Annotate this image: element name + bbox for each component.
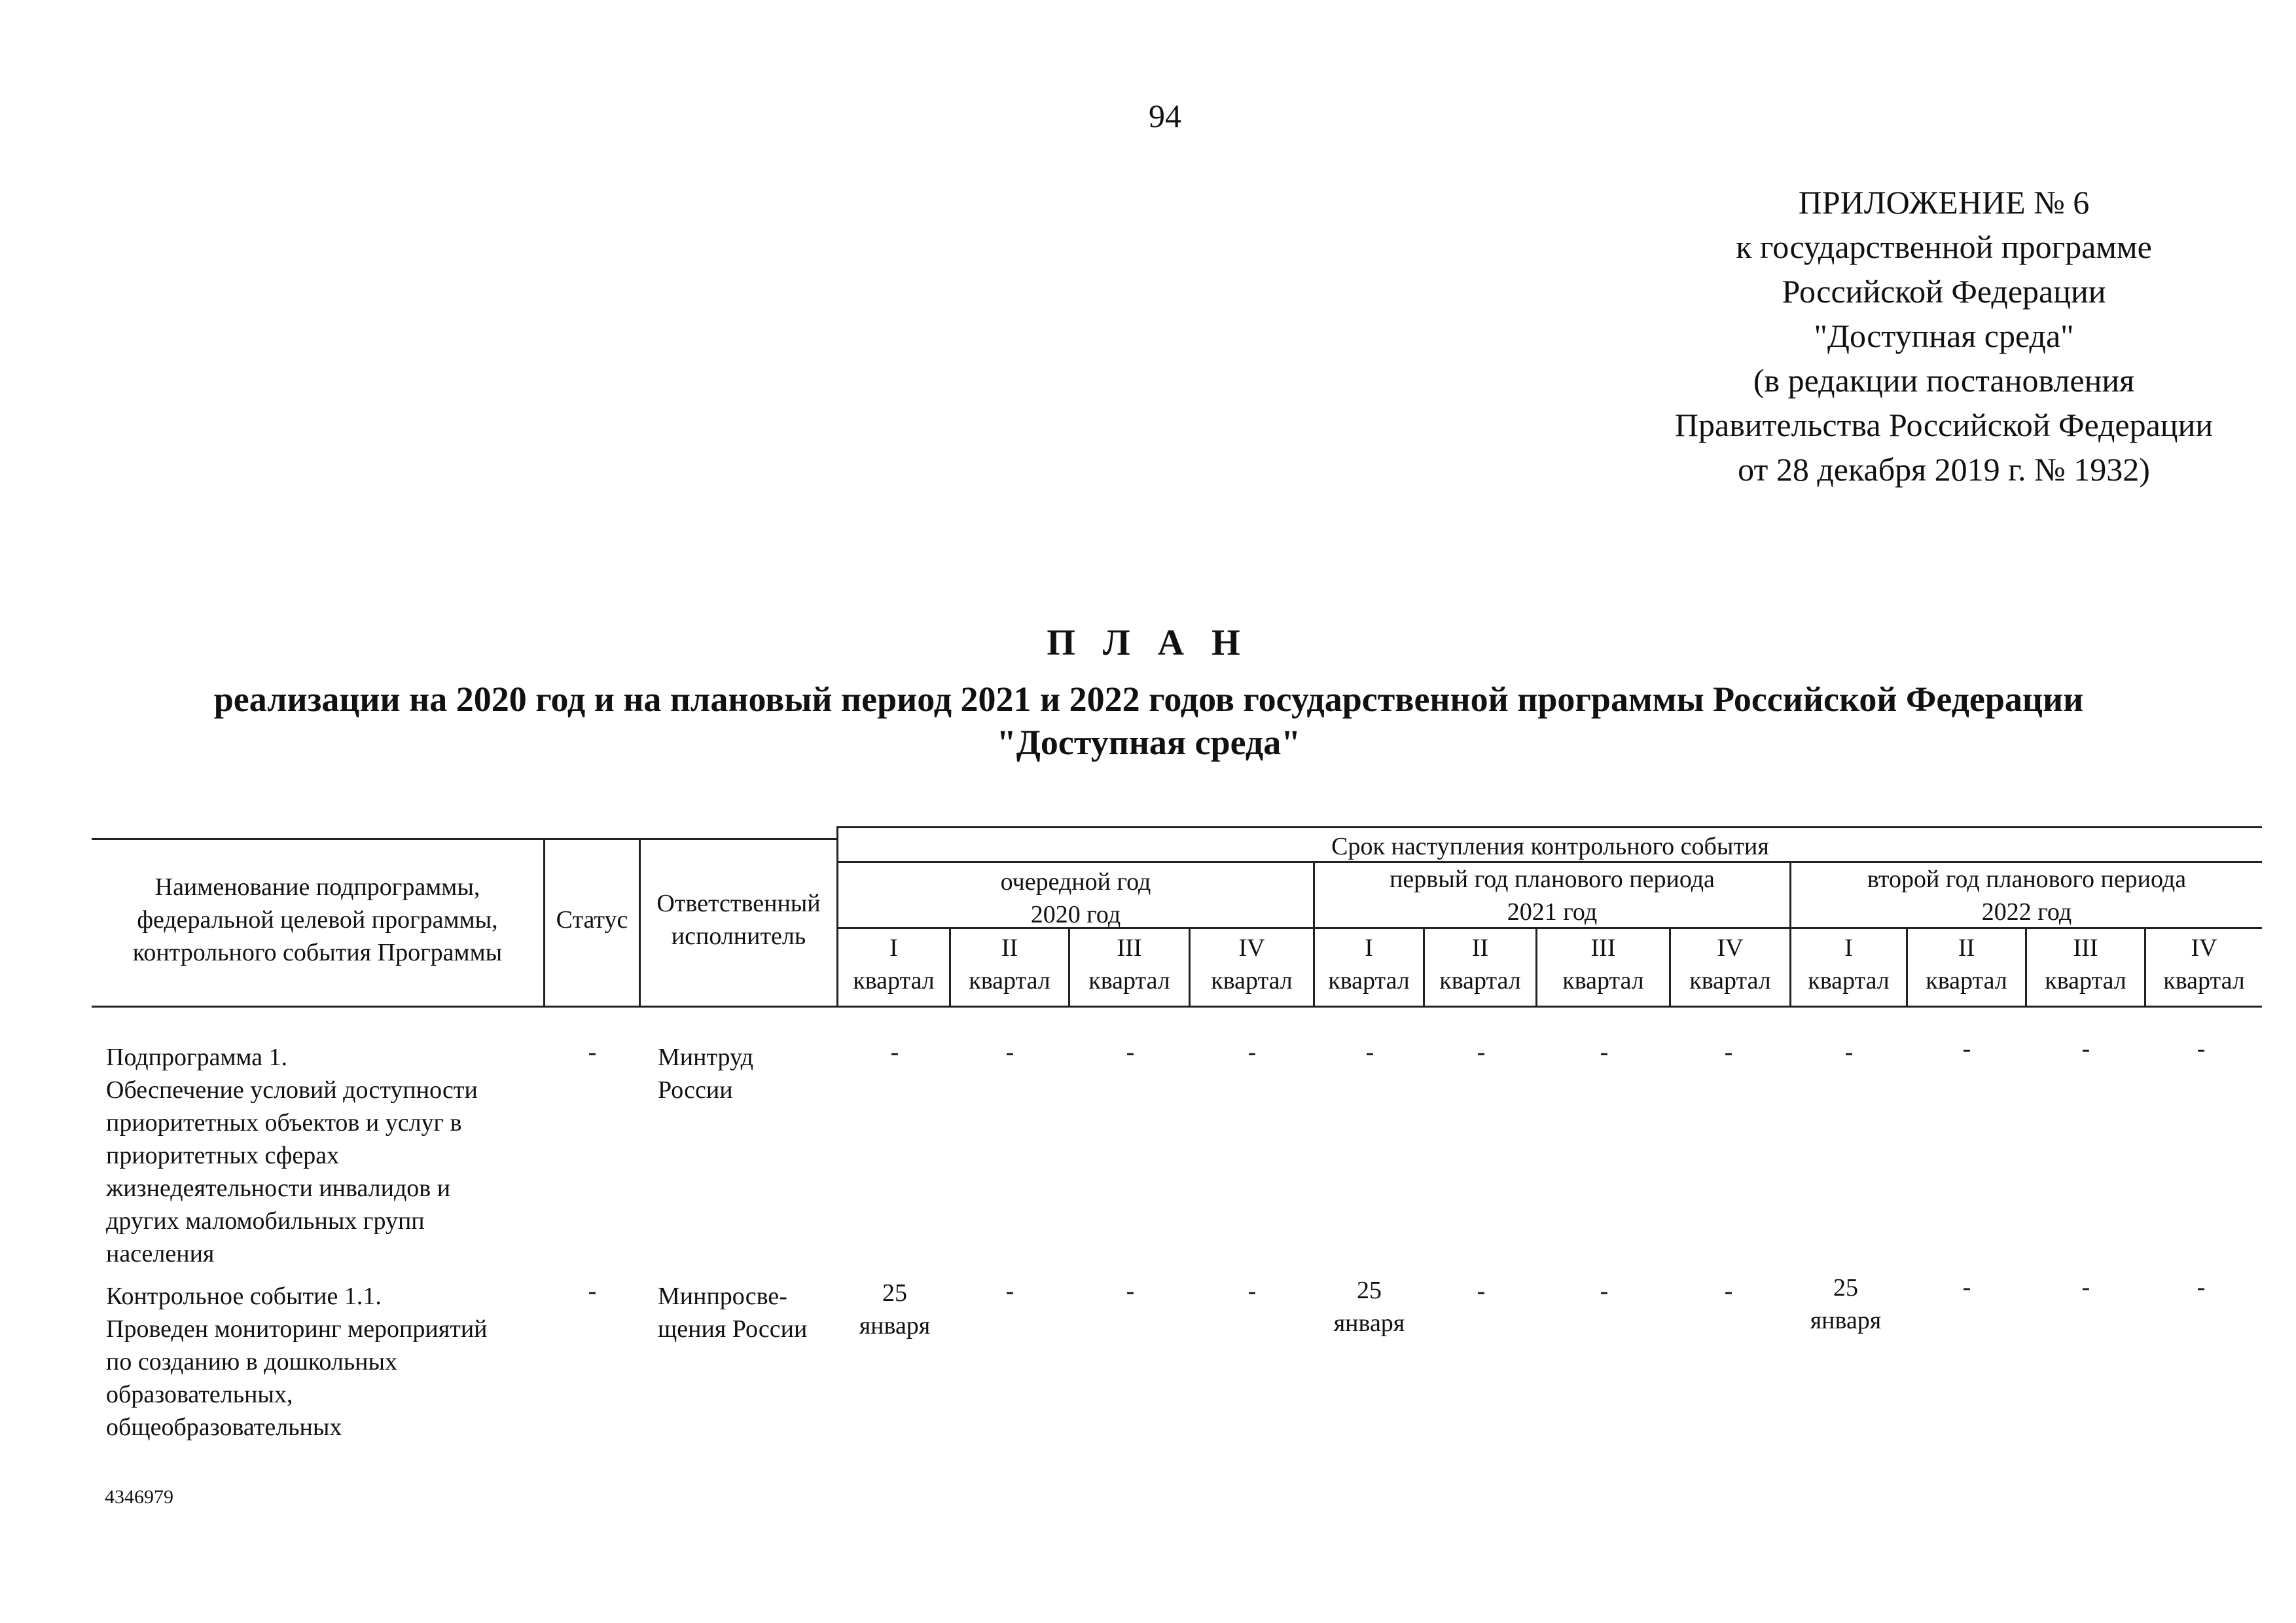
row-name-line: населения [106,1240,215,1267]
row-quarter-value: - [1724,1277,1733,1305]
quarter-roman: I [1844,934,1853,962]
header-quarter [1791,932,1906,997]
row-quarter-value: - [2081,1273,2090,1301]
quarter-word: квартал [2163,967,2245,994]
quarter-word: квартал [1211,967,1293,994]
date-day: 25 [1833,1274,1858,1302]
header-year-line1: второй год планового периода [1867,866,2187,893]
row-quarter-value: - [1005,1038,1014,1066]
quarter-roman: II [1471,934,1489,962]
row-quarter-value: - [2197,1035,2206,1063]
document-code: 4346979 [105,1486,173,1508]
quarter-roman: II [1001,934,1018,962]
header-quarter [838,932,949,997]
header-year-line2: 2022 год [1981,898,2072,926]
row-name-line: приоритетных сферах [106,1142,340,1169]
quarter-word: квартал [853,967,935,994]
row-name-line: Обеспечение условий доступности [106,1076,478,1104]
annex-line: от 28 декабря 2019 г. № 1932) [1738,451,2150,488]
row-name-line: Контрольное событие 1.1. [106,1283,382,1310]
annex-line: "Доступная среда" [1814,318,2074,354]
header-year-line2: 2020 год [1030,901,1121,928]
quarter-word: квартал [2045,967,2126,994]
quarter-roman: IV [1238,934,1265,962]
row-quarter-value: - [1247,1038,1257,1066]
row-name-line: образовательных, [106,1381,293,1408]
quarter-word: квартал [1328,967,1410,994]
quarter-roman: I [1365,934,1373,962]
quarter-word: квартал [1088,967,1170,994]
row-name-line: общеобразовательных [106,1413,342,1441]
header-quarter [1191,932,1313,997]
row-quarter-value: - [1844,1038,1854,1066]
row-executor-line: Минтруд [658,1044,753,1071]
quarter-word: квартал [1562,967,1644,994]
header-quarter [1425,932,1535,997]
date-month: января [1333,1309,1405,1337]
plan-title: П Л А Н [1047,623,1249,663]
plan-subtitle-line: реализации на 2020 год и на плановый период 2021 и 2022 годов государственной программы Российской Федерации [213,680,2084,719]
quarter-word: квартал [1926,967,2007,994]
row-quarter-value: - [2197,1273,2206,1301]
header-quarter [1537,932,1669,997]
row-quarter-value: - [1126,1038,1135,1066]
row-quarter-value: - [1477,1277,1486,1305]
date-month: января [859,1312,931,1340]
row-quarter-value: - [1600,1038,1609,1066]
header-executor-col [641,887,836,953]
header-year-2022 [1791,863,2262,928]
row-name-line: жизнедеятельности инвалидов и [106,1175,451,1202]
row-name-line: других маломобильных групп [106,1207,425,1235]
row-quarter-date [839,1277,950,1342]
header-year-line2: 2021 год [1507,898,1598,926]
row-name-line: Проведен мониторинг мероприятий [106,1315,488,1343]
row-executor [658,1280,807,1345]
row-name-line: по созданию в дошкольных [106,1348,398,1376]
quarter-roman: IV [1717,934,1744,962]
quarter-roman: II [1958,934,1975,962]
annex-line: ПРИЛОЖЕНИЕ № 6 [1798,184,2090,221]
header-year-line1: первый год планового периода [1390,866,1715,893]
row-quarter-value: - [1962,1273,1971,1301]
row-quarter-value: - [1126,1277,1135,1305]
plan-subtitle-line: "Доступная среда" [996,723,1301,762]
header-year-2020 [838,866,1313,931]
row-quarter-value: - [1962,1035,1971,1063]
row-executor-line: Минпросве- [658,1283,787,1310]
row-quarter-value: - [1365,1038,1374,1066]
quarter-word: квартал [1439,967,1521,994]
header-name-line: Наименование подпрограммы, [154,873,480,901]
quarter-roman: I [889,934,898,962]
row-name [106,1280,488,1444]
header-deadline-group: Срок наступления контрольного события [1331,833,1769,860]
row-status: - [588,1277,597,1305]
row-quarter-date [1790,1271,1901,1337]
row-quarter-value: - [890,1038,899,1066]
header-quarter [1671,932,1789,997]
table-top-border [836,826,2262,828]
row-quarter-value: - [1247,1277,1257,1305]
row-executor [658,1041,753,1106]
table-top-border-left [92,838,838,840]
header-quarter [951,932,1068,997]
row-quarter-value: - [1477,1038,1486,1066]
quarter-roman: IV [2191,934,2217,962]
header-name-col [92,871,543,969]
row-status: - [588,1038,597,1066]
header-quarter [1908,932,2025,997]
annex-line: (в редакции постановления [1753,362,2135,399]
header-bottom-border [92,1006,2262,1008]
annex-line: к государственной программе [1736,228,2152,265]
header-quarter [1070,932,1189,997]
row-name-line: Подпрограмма 1. [106,1044,288,1071]
row-executor-line: России [658,1076,733,1104]
date-month: января [1810,1307,1882,1334]
page-number: 94 [1149,98,1181,134]
quarter-roman: III [1117,934,1142,962]
header-quarter [2027,932,2144,997]
date-day: 25 [882,1279,907,1307]
quarter-word: квартал [969,967,1050,994]
row-quarter-value: - [2081,1035,2090,1063]
row-name [106,1041,478,1270]
row-quarter-value: - [1600,1277,1609,1305]
quarter-word: квартал [1689,967,1771,994]
header-quarter [1315,932,1423,997]
row-executor-line: щения России [658,1315,808,1343]
header-year-2021 [1315,863,1789,928]
header-quarter [2146,932,2262,997]
header-name-line: контрольного события Программы [132,939,503,966]
header-year-line1: очередной год [1000,868,1151,896]
quarter-word: квартал [1808,967,1890,994]
annex-line: Российской Федерации [1782,273,2106,310]
row-quarter-value: - [1005,1277,1014,1305]
row-quarter-date [1314,1274,1425,1340]
header-executor-line: Ответственный [656,890,821,917]
quarter-roman: III [1590,934,1616,962]
header-name-line: федеральной целевой программы, [137,906,498,934]
annex-line: Правительства Российской Федерации [1674,407,2214,443]
row-name-line: приоритетных объектов и услуг в [106,1109,462,1137]
header-status-col: Статус [556,906,628,934]
row-quarter-value: - [1724,1038,1733,1066]
header-executor-line: исполнитель [671,922,806,950]
quarter-roman: III [2073,934,2098,962]
date-day: 25 [1357,1277,1382,1304]
